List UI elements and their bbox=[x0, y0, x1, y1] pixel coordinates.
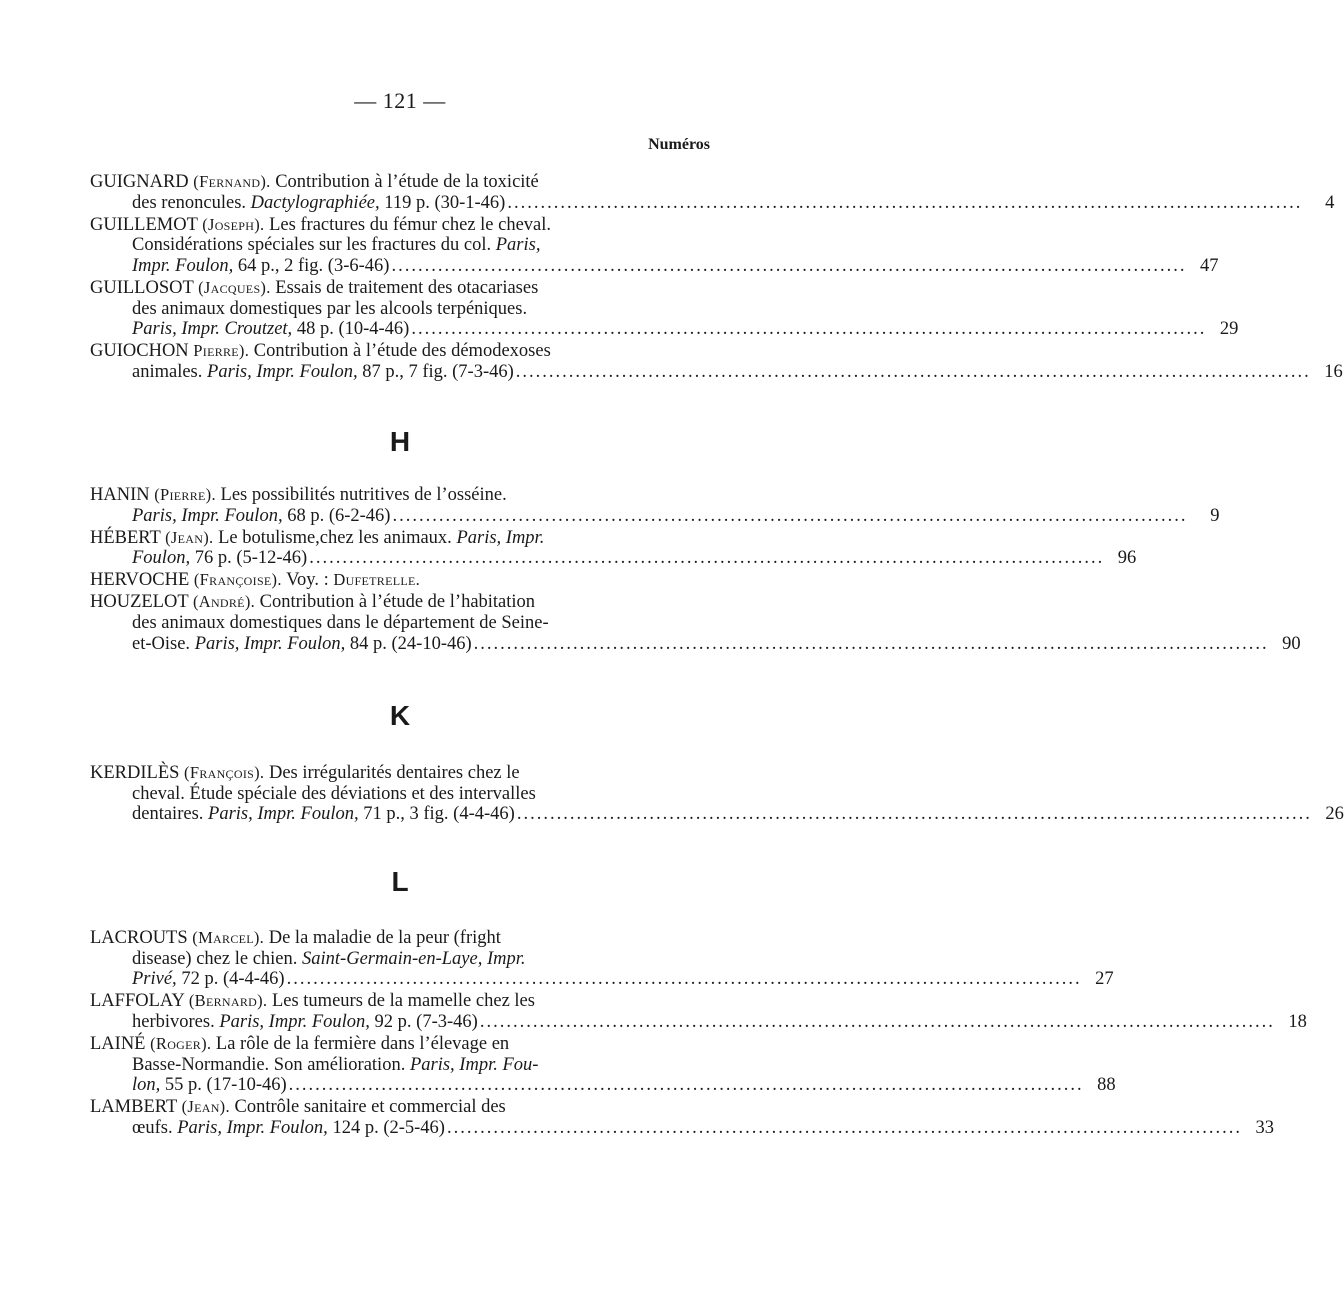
entry-text-segment: dentaires. bbox=[132, 804, 209, 825]
entry-author: HANIN bbox=[90, 485, 150, 505]
entry-cross-reference: Dufetrelle. bbox=[333, 570, 421, 590]
entry-text-segment: Voy. : bbox=[281, 570, 334, 591]
entry-line bbox=[90, 1075, 1116, 1096]
bibliography-entry-houzelot bbox=[90, 592, 1301, 654]
entry-line bbox=[90, 278, 710, 299]
entry-line bbox=[90, 319, 1239, 340]
entry-number: 90 bbox=[1282, 633, 1301, 654]
leader-dots: ........................................................................................................................ bbox=[391, 255, 1187, 276]
leader-dots: ........................................................................................................................ bbox=[309, 548, 1105, 569]
entry-pagination: 68 p. (6-2-46) bbox=[282, 505, 391, 526]
entry-text bbox=[90, 278, 538, 299]
leader-dots: ........................................................................................................................ bbox=[479, 1011, 1275, 1032]
entry-publication: Paris, Impr. bbox=[456, 527, 545, 548]
entry-line bbox=[90, 570, 710, 591]
entry-line bbox=[90, 633, 1301, 655]
entry-publication: Paris, Impr. Foulon, bbox=[194, 633, 346, 654]
page-number: — 121 — bbox=[354, 88, 446, 113]
entry-line bbox=[90, 1117, 1274, 1139]
bibliography-entry-guillemot bbox=[90, 214, 1219, 277]
entry-text-segment: Les tumeurs de la mamelle chez les bbox=[267, 991, 535, 1012]
entry-pagination: 55 p. (17-10-46) bbox=[160, 1075, 287, 1096]
entry-text bbox=[90, 341, 551, 362]
entry-pagination: 84 p. (24-10-46) bbox=[345, 633, 472, 654]
entry-line bbox=[90, 235, 710, 256]
entry-first-name: (Joseph). bbox=[202, 214, 265, 234]
column-label-numeros: Numéros bbox=[648, 136, 710, 153]
entry-line bbox=[90, 299, 710, 320]
entry-publication: Paris, Impr. Croutzet, bbox=[132, 319, 293, 340]
entry-first-name: (Pierre). bbox=[154, 485, 216, 504]
entry-publication: lon, bbox=[132, 1075, 161, 1096]
entry-text-segment: Basse-Normandie. Son amélioration. bbox=[132, 1054, 410, 1075]
entry-first-name: Pierre). bbox=[193, 341, 250, 361]
entry-publication: Paris, Impr. Foulon, bbox=[177, 1117, 328, 1138]
entry-first-name: (Bernard). bbox=[188, 991, 268, 1011]
entry-first-name: (André). bbox=[192, 592, 256, 612]
entry-number: 33 bbox=[1255, 1117, 1274, 1138]
entry-line bbox=[90, 215, 710, 236]
entry-pagination: 64 p., 2 fig. (3-6-46) bbox=[233, 255, 390, 276]
entry-number: 96 bbox=[1117, 548, 1137, 569]
entry-text bbox=[90, 570, 420, 591]
entry-line bbox=[90, 784, 710, 805]
bibliography-entry-lambert bbox=[90, 1097, 1274, 1138]
entry-author: KERDILÈS bbox=[90, 763, 180, 783]
entry-text-segment: Contrôle sanitaire et commercial des bbox=[229, 1097, 506, 1118]
entry-text-segment: des animaux domestiques dans le département de Seine- bbox=[132, 613, 549, 634]
entry-text bbox=[132, 193, 505, 214]
entry-text-segment: La rôle de la fermière dans l’élevage en bbox=[211, 1033, 510, 1054]
bibliography-entry-guillosot bbox=[90, 277, 1239, 340]
entry-line bbox=[90, 172, 710, 193]
entry-publication: Paris, Impr. Foulon, bbox=[132, 505, 283, 526]
entry-line bbox=[90, 969, 1114, 990]
entry-text bbox=[90, 528, 544, 549]
entry-author: LACROUTS bbox=[90, 928, 188, 948]
bibliography-entry-kerdiles bbox=[90, 763, 1344, 825]
leader-dots: ........................................................................................................................ bbox=[515, 361, 1311, 382]
leader-dots: ........................................................................................................................ bbox=[473, 633, 1269, 654]
entry-text-segment: herbivores. bbox=[132, 1011, 220, 1032]
entry-author: HÉBERT bbox=[90, 527, 161, 548]
entry-text bbox=[132, 949, 526, 970]
entry-text-segment: Les possibilités nutritives de l’osséine. bbox=[215, 485, 507, 505]
entry-line bbox=[90, 949, 710, 970]
entry-text bbox=[132, 1118, 445, 1139]
entry-text-segment: animales. bbox=[132, 361, 208, 382]
entry-text bbox=[132, 1075, 287, 1096]
bibliography-entry-hervoche bbox=[90, 570, 710, 591]
entry-first-name: (François). bbox=[184, 763, 265, 782]
section-l-entries bbox=[90, 928, 1307, 1140]
entry-author: GUILLOSOT bbox=[90, 277, 194, 298]
entry-number: 27 bbox=[1095, 969, 1114, 990]
entry-text bbox=[132, 613, 549, 634]
entry-text-segment: disease) chez le chien. bbox=[132, 948, 303, 969]
entry-text bbox=[132, 256, 389, 277]
entry-author: GUIOCHON bbox=[90, 341, 189, 362]
entry-text bbox=[90, 215, 551, 236]
entry-pagination: 48 p. (10-4-46) bbox=[292, 319, 410, 340]
entry-author: GUIGNARD bbox=[90, 172, 189, 192]
entry-publication: Saint-Germain-en-Laye, Impr. bbox=[302, 948, 526, 969]
entry-line bbox=[90, 485, 710, 506]
bibliography-entry-lacrouts bbox=[90, 928, 1114, 990]
entry-publication: Paris, Impr. Foulon, bbox=[208, 804, 359, 825]
entry-line bbox=[90, 1097, 710, 1118]
entry-line bbox=[90, 1011, 1307, 1033]
document-page bbox=[90, 0, 1344, 1296]
entry-number: 9 bbox=[1210, 505, 1220, 526]
entry-line bbox=[90, 341, 710, 362]
entry-text-segment: et-Oise. bbox=[132, 633, 195, 654]
entry-line bbox=[90, 592, 710, 613]
entry-text bbox=[132, 506, 390, 527]
entry-text-segment: Les fractures du fémur chez le cheval. bbox=[264, 214, 552, 235]
entry-text bbox=[90, 928, 501, 949]
entry-text bbox=[132, 362, 514, 383]
bibliography-entry-laffolay bbox=[90, 991, 1307, 1032]
leader-dots: ........................................................................................................................ bbox=[507, 192, 1303, 213]
entry-author: LAFFOLAY bbox=[90, 991, 185, 1012]
entry-publication: Impr. Foulon, bbox=[132, 255, 234, 276]
entry-text-segment: Contribution à l’étude de la toxicité bbox=[270, 172, 539, 192]
entry-author: HERVOCHE bbox=[90, 570, 190, 591]
entry-pagination: 119 p. (30-1-46) bbox=[379, 192, 506, 213]
entry-text-segment: Des irrégularités dentaires chez le bbox=[264, 763, 520, 783]
entry-author: LAMBERT bbox=[90, 1097, 177, 1118]
entry-text bbox=[90, 1034, 509, 1055]
section-k-entries bbox=[90, 763, 1344, 826]
entry-number: 4 bbox=[1325, 192, 1335, 213]
entry-pagination: 71 p., 3 fig. (4-4-46) bbox=[358, 804, 515, 825]
entry-line bbox=[90, 1055, 710, 1076]
entry-line bbox=[90, 548, 1137, 569]
entry-publication: Privé, bbox=[132, 969, 177, 990]
entry-first-name: (Roger). bbox=[150, 1033, 212, 1053]
entry-line bbox=[90, 804, 1344, 825]
entry-text bbox=[132, 804, 515, 825]
entry-first-name: (Marcel). bbox=[192, 928, 265, 947]
letter-heading-k: K bbox=[389, 700, 411, 731]
entry-text bbox=[90, 1097, 506, 1118]
entry-line bbox=[90, 528, 710, 549]
entry-pagination: 72 p. (4-4-46) bbox=[176, 969, 285, 990]
leader-dots: ........................................................................................................................ bbox=[286, 969, 1082, 990]
leader-dots: ........................................................................................................................ bbox=[516, 804, 1312, 825]
entry-pagination: 87 p., 7 fig. (7-3-46) bbox=[357, 361, 514, 382]
section-h-entries bbox=[90, 485, 1301, 656]
entry-text bbox=[132, 969, 285, 990]
entry-publication: Foulon, bbox=[132, 548, 191, 569]
leader-dots: ........................................................................................................................ bbox=[446, 1117, 1242, 1138]
entry-text bbox=[90, 592, 535, 613]
entry-author: GUILLEMOT bbox=[90, 214, 198, 235]
entry-author: HOUZELOT bbox=[90, 592, 189, 613]
entry-text bbox=[132, 319, 409, 340]
entry-text-segment: Contribution à l’étude de l’habitation bbox=[255, 592, 536, 613]
entry-number: 88 bbox=[1097, 1075, 1116, 1096]
entry-text bbox=[90, 763, 520, 784]
entry-first-name: (Jacques). bbox=[198, 277, 271, 297]
entry-first-name: (Fernand). bbox=[193, 172, 271, 191]
bibliography-entry-laine bbox=[90, 1033, 1116, 1096]
bibliography-entry-hanin bbox=[90, 485, 1220, 526]
entry-text-segment: des renoncules. bbox=[132, 192, 251, 213]
entry-line bbox=[90, 928, 710, 949]
entry-text bbox=[132, 634, 472, 655]
entry-line bbox=[90, 991, 710, 1012]
entry-line bbox=[90, 505, 1220, 527]
entry-publication: Paris, Impr. Fou- bbox=[409, 1054, 539, 1075]
section-g-entries bbox=[90, 172, 1343, 384]
entry-text-segment: Considérations spéciales sur les fractures du col. bbox=[132, 235, 496, 256]
entry-publication: Paris, Impr. Foulon, bbox=[219, 1011, 370, 1032]
entry-text-segment: De la maladie de la peur (fright bbox=[264, 928, 501, 948]
entry-text-segment: Contribution à l’étude des démodexoses bbox=[249, 341, 551, 362]
entry-pagination: 124 p. (2-5-46) bbox=[327, 1117, 445, 1138]
entry-text-segment: cheval. Étude spéciale des déviations et des intervalles bbox=[132, 783, 536, 804]
leader-dots: ........................................................................................................................ bbox=[392, 505, 1188, 526]
bibliography-entry-guiochon bbox=[90, 341, 1343, 382]
entry-line bbox=[90, 192, 1335, 214]
entry-first-name: (Jean). bbox=[165, 527, 214, 547]
entry-text bbox=[90, 991, 535, 1012]
entry-line bbox=[90, 1034, 710, 1055]
entry-text bbox=[132, 235, 540, 256]
entry-text bbox=[132, 299, 527, 320]
entry-publication: Paris, Impr. Foulon, bbox=[207, 361, 358, 382]
entry-text-segment: des animaux domestiques par les alcools terpéniques. bbox=[132, 298, 528, 319]
entry-line bbox=[90, 613, 710, 634]
bibliography-entry-guignard bbox=[90, 172, 1335, 213]
letter-heading-l: L bbox=[391, 866, 409, 897]
entry-text bbox=[90, 172, 539, 193]
entry-number: 29 bbox=[1219, 319, 1239, 340]
entry-number: 26 bbox=[1325, 804, 1344, 825]
entry-text bbox=[132, 784, 536, 805]
entry-text-segment: Essais de traitement des otacariases bbox=[270, 277, 539, 298]
entry-text bbox=[132, 1055, 538, 1076]
entry-publication: Paris, bbox=[495, 235, 541, 256]
entry-first-name: (Françoise). bbox=[193, 570, 282, 590]
entry-text bbox=[132, 1012, 478, 1033]
leader-dots: ........................................................................................................................ bbox=[288, 1075, 1084, 1096]
entry-first-name: (Jean). bbox=[181, 1097, 230, 1117]
entry-text bbox=[90, 485, 507, 506]
entry-number: 18 bbox=[1288, 1011, 1307, 1032]
entry-line bbox=[90, 763, 710, 784]
entry-publication: Dactylographiée, bbox=[250, 192, 380, 213]
entry-pagination: 92 p. (7-3-46) bbox=[369, 1011, 478, 1032]
leader-dots: ........................................................................................................................ bbox=[411, 319, 1207, 340]
entry-number: 16 bbox=[1324, 361, 1343, 382]
entry-text bbox=[132, 548, 307, 569]
bibliography-entry-hebert bbox=[90, 527, 1137, 569]
entry-line bbox=[90, 361, 1343, 383]
letter-heading-h: H bbox=[389, 426, 411, 457]
entry-line bbox=[90, 255, 1219, 277]
entry-text-segment: œufs. bbox=[132, 1117, 178, 1138]
entry-pagination: 76 p. (5-12-46) bbox=[190, 548, 308, 569]
entry-text-segment: Le botulisme,chez les animaux. bbox=[213, 527, 457, 548]
entry-number: 47 bbox=[1199, 255, 1219, 276]
entry-author: LAINÉ bbox=[90, 1033, 146, 1054]
